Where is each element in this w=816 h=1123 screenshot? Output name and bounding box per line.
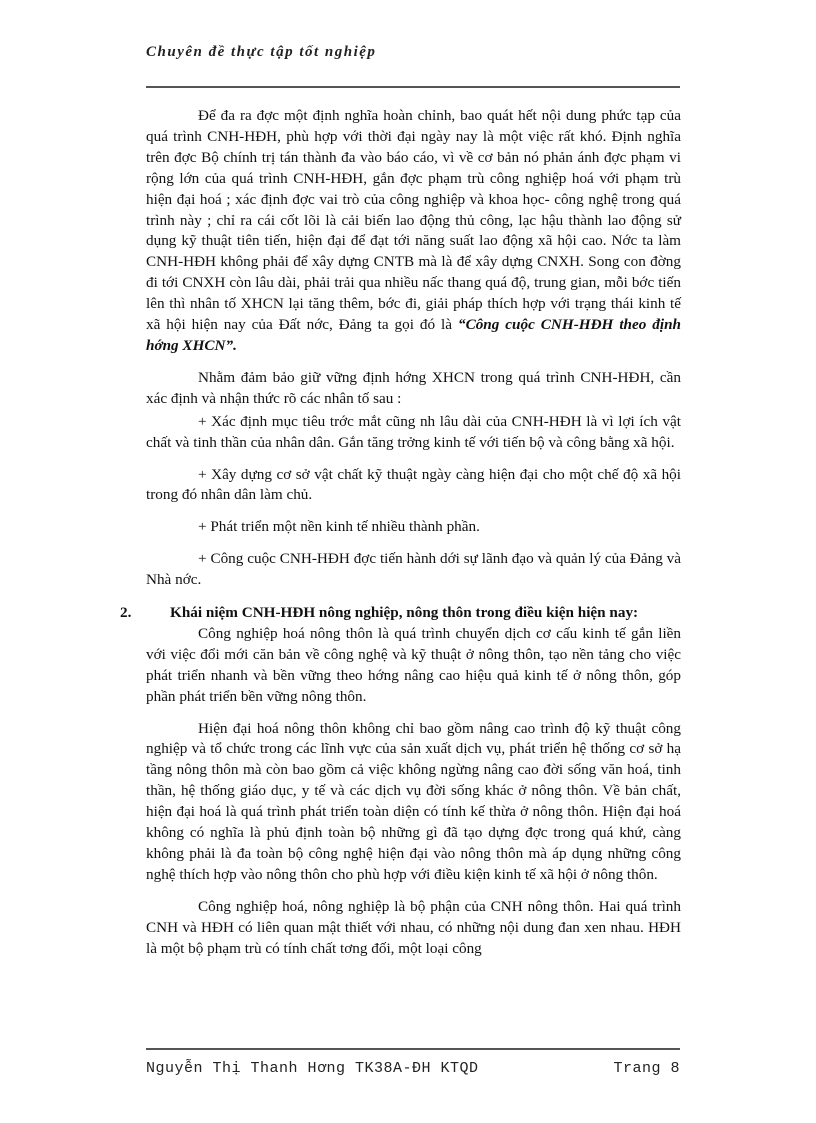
bullet-economy: + Phát triển một nền kinh tế nhiều thành phần.	[198, 518, 480, 536]
header-divider	[146, 86, 680, 88]
emphasis-phrase: “Công cuộc CNH-HĐH theo định hớng XHCN”.	[146, 316, 681, 354]
footer-divider	[146, 1048, 680, 1050]
footer-author: Nguyễn Thị Thanh Hơng TK38A-ĐH KTQD	[146, 1060, 479, 1077]
paragraph-definition	[146, 106, 681, 357]
section-heading	[120, 603, 681, 624]
document-body	[120, 106, 681, 960]
paragraph-agriculture: Công nghiệp hoá, nông nghiệp là bộ phận của CNH nông thôn. Hai quá trình CNH và HĐH có liên quan mật thiết với nhau, có những nội dung đan xen nhau. HĐH là một bộ phạm trù có tính chất tơng đối, một loại công	[146, 897, 681, 957]
section-number: 2.	[120, 604, 132, 622]
page-footer	[146, 1060, 680, 1077]
paragraph-rural-modernization: Hiện đại hoá nông thôn không chỉ bao gồm nâng cao trình độ kỹ thuật công nghiệp và tổ chức trong các lĩnh vực của sản xuất dịch vụ, phát triển hệ thống cơ sở hạ tầng nông thôn mà còn bao gồm cả việc không ngừng nâng cao đời sống văn hoá, tinh thần, hệ thống giáo dục, y tế và các dịch vụ đời sống khác ở nông thôn. Về bản chất, hiện đại hoá là quá trình phát triển toàn diện có tính kế thừa ở nông thôn. Hiện đại hoá không có nghĩa là phủ định toàn bộ những gì đã tạo dựng đợc trong quá khứ, càng không phải là đa toàn bộ công nghệ hiện đại vào nông thôn mà áp dụng những công nghệ thích hợp vào nông thôn cho phù hợp với điều kiện kinh tế xã hội ở nông thôn.	[146, 719, 681, 883]
paragraph-definition-text: Để đa ra đợc một định nghĩa hoàn chỉnh, bao quát hết nội dung phức tạp của quá trình CNH-HĐH, phù hợp với thời đại ngày nay là một việc rất khó. Định nghĩa trên đợc Bộ chính trị tán thành đa vào báo cáo, vì về cơ bản nó phản ánh đợc phạm vi rộng lớn của quá trình CNH-HĐH, gắn đợc phạm trù công nghiệp hoá với phạm trù hiện đại hoá ; xác định đợc vai trò của công nghiệp và khoa học- công nghệ trong quá trình này ; chỉ ra cái cốt lõi là cải biến lao động thủ công, lạc hậu thành lao động sử dụng kỹ thuật tiên tiến, hiện đại để đạt tới năng suất lao động xã hội cao. Nớc ta làm CNH-HĐH không phải để xây dựng CNTB mà là để xây dựng CNXH. Song con đờng đi tới CNXH còn lâu dài, phải trải qua nhiều nấc thang quá độ, trung gian, mỗi bớc tiến lên thì nhân tố XHCN lại tăng thêm, bớc đi, giải pháp thích hợp với trạng thái kinh tế xã hội hiện nay của Đất nớc, Đảng ta gọi đó là	[146, 107, 681, 334]
paragraph-rural-industrialization: Công nghiệp hoá nông thôn là quá trình chuyển dịch cơ cấu kinh tế gắn liền với việc đổi mới căn bản về công nghệ và kỹ thuật ở nông thôn, tạo nền tảng cho việc phát triển nhanh và bền vững theo hớng nâng cao hiệu quả kinh tế ở nông thôn, góp phần phát triển bền vững nông thôn.	[146, 624, 681, 705]
paragraph-orientation: Nhằm đảm bảo giữ vững định hớng XHCN trong quá trình CNH-HĐH, cần xác định và nhận thức rõ các nhân tố sau :	[146, 368, 681, 407]
bullet-leadership: + Công cuộc CNH-HĐH đợc tiến hành dới sự lãnh đạo và quản lý của Đảng và Nhà nớc.	[146, 550, 681, 589]
page-header-title: Chuyên đề thực tập tốt nghiệp	[146, 44, 377, 60]
bullet-goal: + Xác định mục tiêu trớc mắt cũng nh lâu dài của CNH-HĐH là vì lợi ích vật chất và tinh thần của nhân dân. Gắn tăng trởng kinh tế với tiến bộ và công bằng xã hội.	[146, 412, 681, 451]
bullet-infrastructure: + Xây dựng cơ sở vật chất kỹ thuật ngày càng hiện đại cho một chế độ xã hội trong đó nhân dân làm chủ.	[146, 465, 681, 504]
page-number: Trang 8	[613, 1060, 680, 1077]
section-title: Khái niệm CNH-HĐH nông nghiệp, nông thôn trong điều kiện hiện nay:	[170, 604, 639, 622]
